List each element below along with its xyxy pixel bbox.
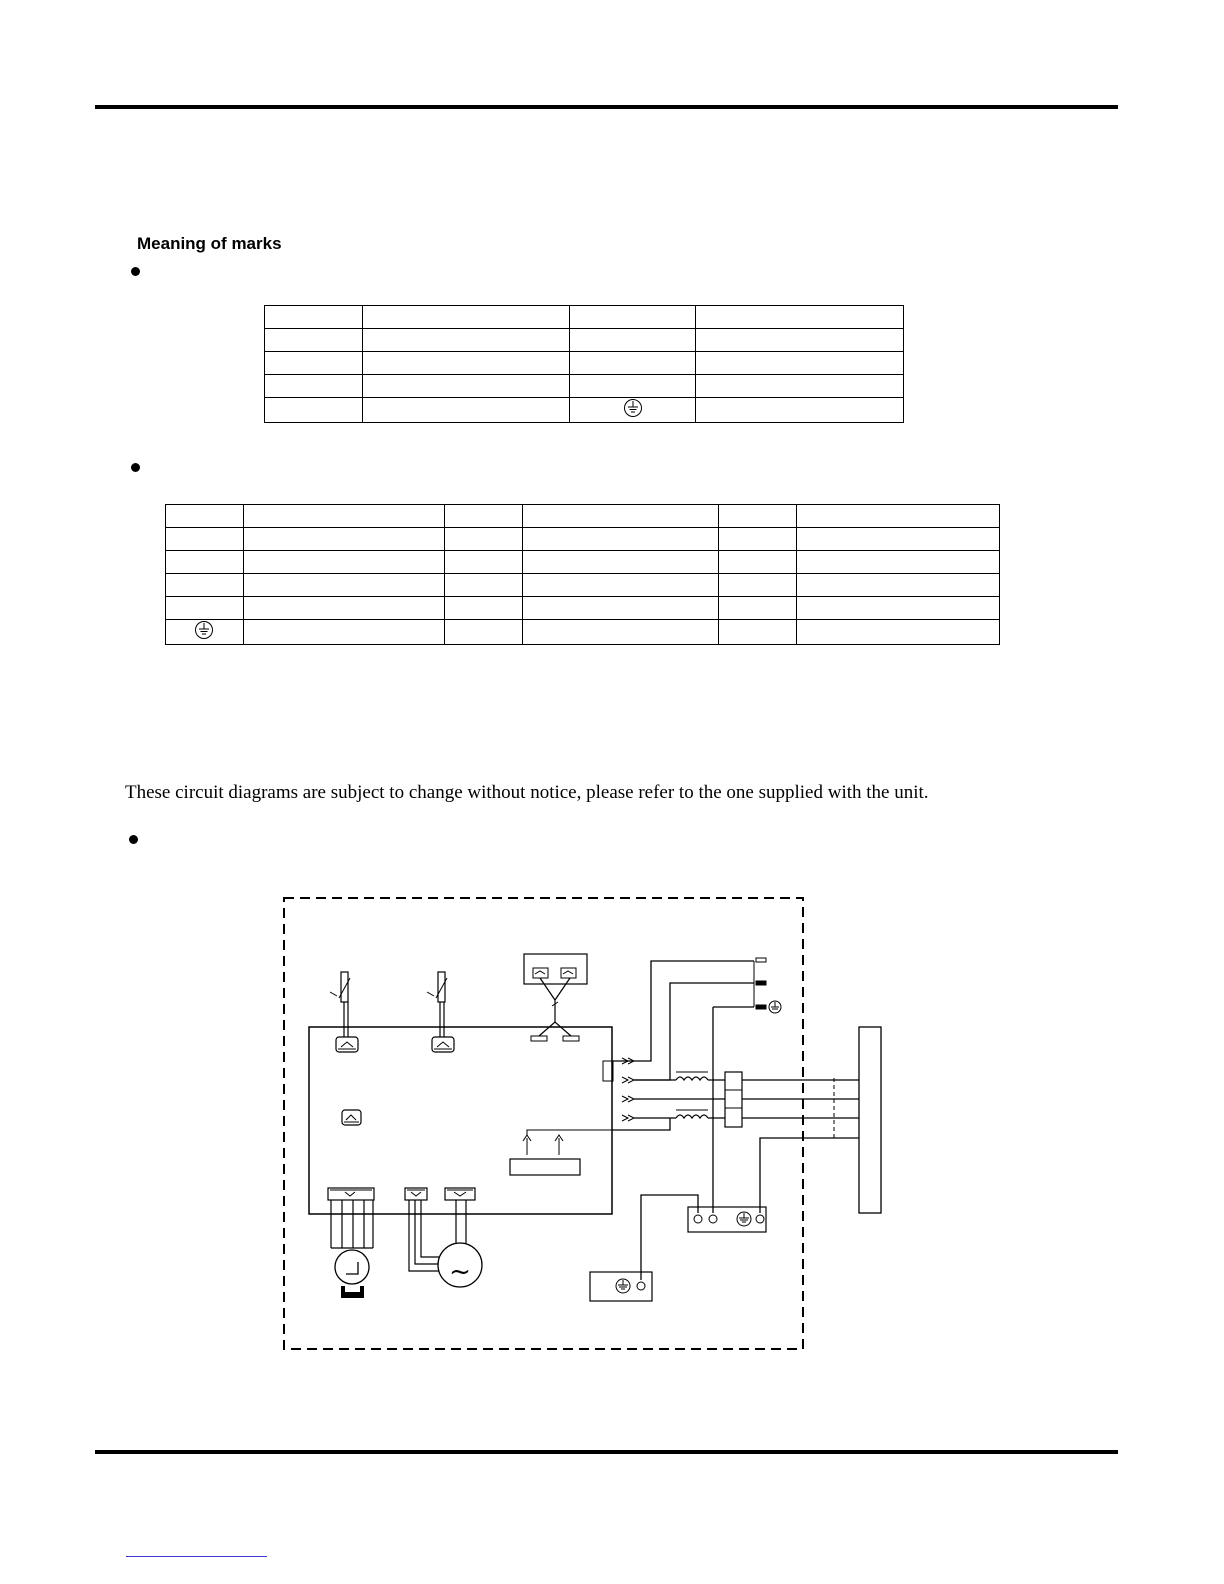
jumper-arrows bbox=[523, 1130, 612, 1155]
wires-top bbox=[612, 958, 781, 1213]
outdoor-terminal-block bbox=[859, 1027, 881, 1213]
pcb-board bbox=[309, 1027, 612, 1214]
terminal-board bbox=[641, 1195, 766, 1280]
ac-symbol: ~ bbox=[449, 1257, 471, 1287]
power-connectors bbox=[603, 1058, 634, 1121]
footer-rule bbox=[95, 1450, 1118, 1454]
footer-link-underline bbox=[126, 1556, 267, 1557]
notice-text: These circuit diagrams are subject to change without notice, please refer to the one supplied with the unit. bbox=[125, 782, 929, 803]
temperature-sensor-2 bbox=[427, 972, 454, 1052]
pcb-connector bbox=[342, 1110, 361, 1125]
section-heading: Meaning of marks bbox=[137, 234, 282, 253]
fan-motor bbox=[405, 1188, 482, 1287]
ground-terminal bbox=[590, 1272, 652, 1301]
pcb-label-box bbox=[510, 1159, 580, 1175]
terminal-strip bbox=[725, 1072, 859, 1213]
display-connector bbox=[524, 954, 587, 1041]
stepping-motor bbox=[328, 1188, 374, 1298]
temperature-sensor-1 bbox=[330, 972, 358, 1052]
